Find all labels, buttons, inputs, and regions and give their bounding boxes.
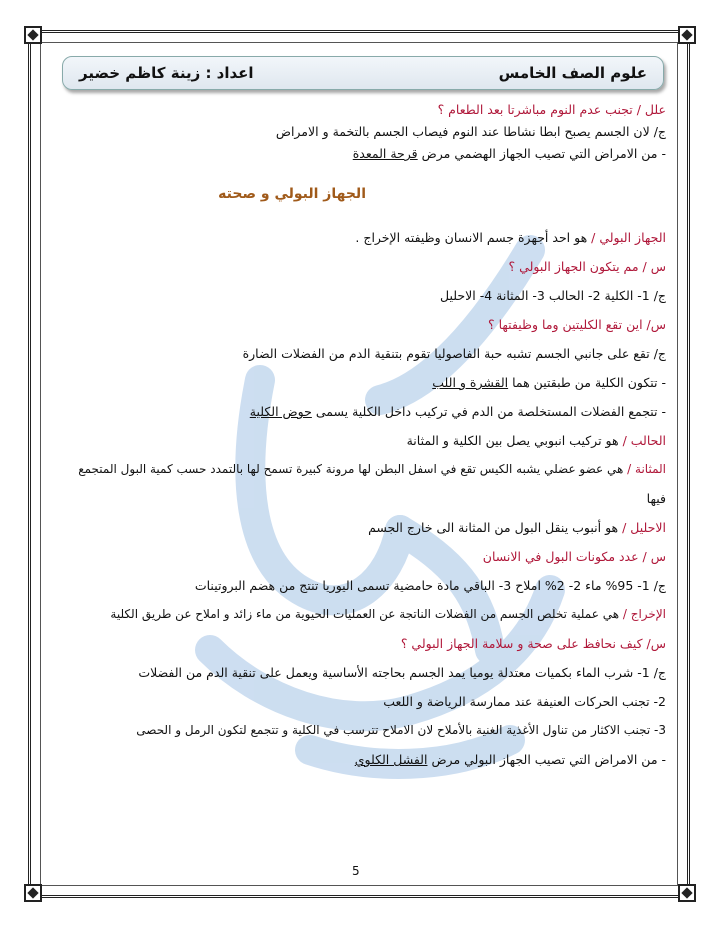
note-line [432, 375, 666, 390]
underlined-term: الفشل الكلوي [354, 752, 428, 767]
definition-term: الإخراج / [619, 607, 666, 621]
definition-text: هي عملية تخلص الجسم من الفضلات الناتجة عن العمليات الحيوية من ماء زائد و املاح عن طريق الكلية [110, 607, 620, 621]
note-text: - تتجمع الفضلات المستخلصة من الدم في تركيب داخل الكلية يسمى [311, 404, 666, 419]
note-line [250, 404, 666, 419]
note-text: - من الامراض التي تصيب الجهاز الهضمي مرض [417, 146, 666, 161]
question-line: س / مم يتكون الجهاز البولي ؟ [508, 259, 666, 274]
answer-line: ج/ 1- الكلية 2- الحالب 3- المثانة 4- الاحليل [440, 288, 666, 303]
definition-text: هو تركيب انبوبي يصل بين الكلية و المثانة [406, 433, 619, 448]
note-text: - تتكون الكلية من طبقتين هما [508, 375, 666, 390]
underlined-term: حوض الكلية [249, 404, 312, 419]
definition-line [110, 607, 666, 621]
note-line [353, 146, 666, 161]
answer-line: 2- تجنب الحركات العنيفة عند ممارسة الرياضة و اللعب [383, 694, 666, 709]
question-line: س/ كيف نحافظ على صحة و سلامة الجهاز البولي ؟ [400, 636, 666, 651]
question-line: س/ اين تقع الكليتين وما وظيفتها ؟ [488, 317, 666, 332]
answer-line: ج/ 1- شرب الماء بكميات معتدلة يوميا يمد الجسم بحاجته الأساسية ويعمل على تنقية الدم من الفضلات [138, 665, 666, 680]
corner-ornament [678, 26, 696, 44]
note-text: - من الامراض التي تصيب الجهاز البولي مرض [427, 752, 666, 767]
answer-line: ج/ 1- 95% ماء 2- 2% املاح 3- الباقي مادة حامضية تسمى اليوريا تنتج من هضم البروتينات [194, 578, 666, 593]
continuation-line: فيها [646, 491, 666, 506]
underlined-term: القشرة و اللب [432, 375, 509, 390]
question-line: س / عدد مكونات البول في الانسان [482, 549, 666, 564]
header-banner [62, 56, 664, 90]
note-line [355, 752, 666, 767]
definition-line [407, 433, 666, 448]
header-title: علوم الصف الخامس [498, 64, 647, 82]
definition-line [368, 520, 666, 535]
answer-line: ج/ لان الجسم يصبح ابطا نشاطا عند النوم فيصاب الجسم بالتخمة و الامراض [275, 124, 666, 139]
section-title: الجهاز البولي و صحته [218, 186, 366, 202]
definition-line [78, 462, 666, 476]
definition-text: هو أنبوب ينقل البول من المثانة الى خارج الجسم [368, 520, 619, 535]
definition-term: الاحليل / [618, 520, 666, 535]
definition-term: الجهاز البولي / [587, 230, 666, 245]
definition-text: هو احد أجهزة جسم الانسان وظيفته الإخراج . [355, 230, 588, 245]
definition-term: المثانة / [623, 462, 666, 476]
header-author: اعداد : زينة كاظم خضير [79, 64, 254, 82]
definition-line [355, 230, 666, 245]
page-number: 5 [352, 864, 360, 878]
corner-ornament [24, 884, 42, 902]
answer-line: 3- تجنب الاكثار من تناول الأغذية الغنية بالأملاح لان الاملاح تترسب في الكلية و تتجمع لتكون الرمل و الحصى [136, 723, 666, 737]
corner-ornament [678, 884, 696, 902]
underlined-term: قرحة المعدة [352, 146, 418, 161]
question-line: علل / تجنب عدم النوم مباشرتا بعد الطعام ؟ [437, 102, 666, 117]
answer-line: ج/ تقع على جانبي الجسم تشبه حبة الفاصوليا تقوم بتنقية الدم من الفضلات الضارة [242, 346, 666, 361]
definition-term: الحالب / [618, 433, 666, 448]
definition-text: هي عضو عضلي يشبه الكيس تقع في اسفل البطن لها مرونة كبيرة تسمح لها بالتمدد حسب كمية البول المتجمع [78, 462, 624, 476]
corner-ornament [24, 26, 42, 44]
